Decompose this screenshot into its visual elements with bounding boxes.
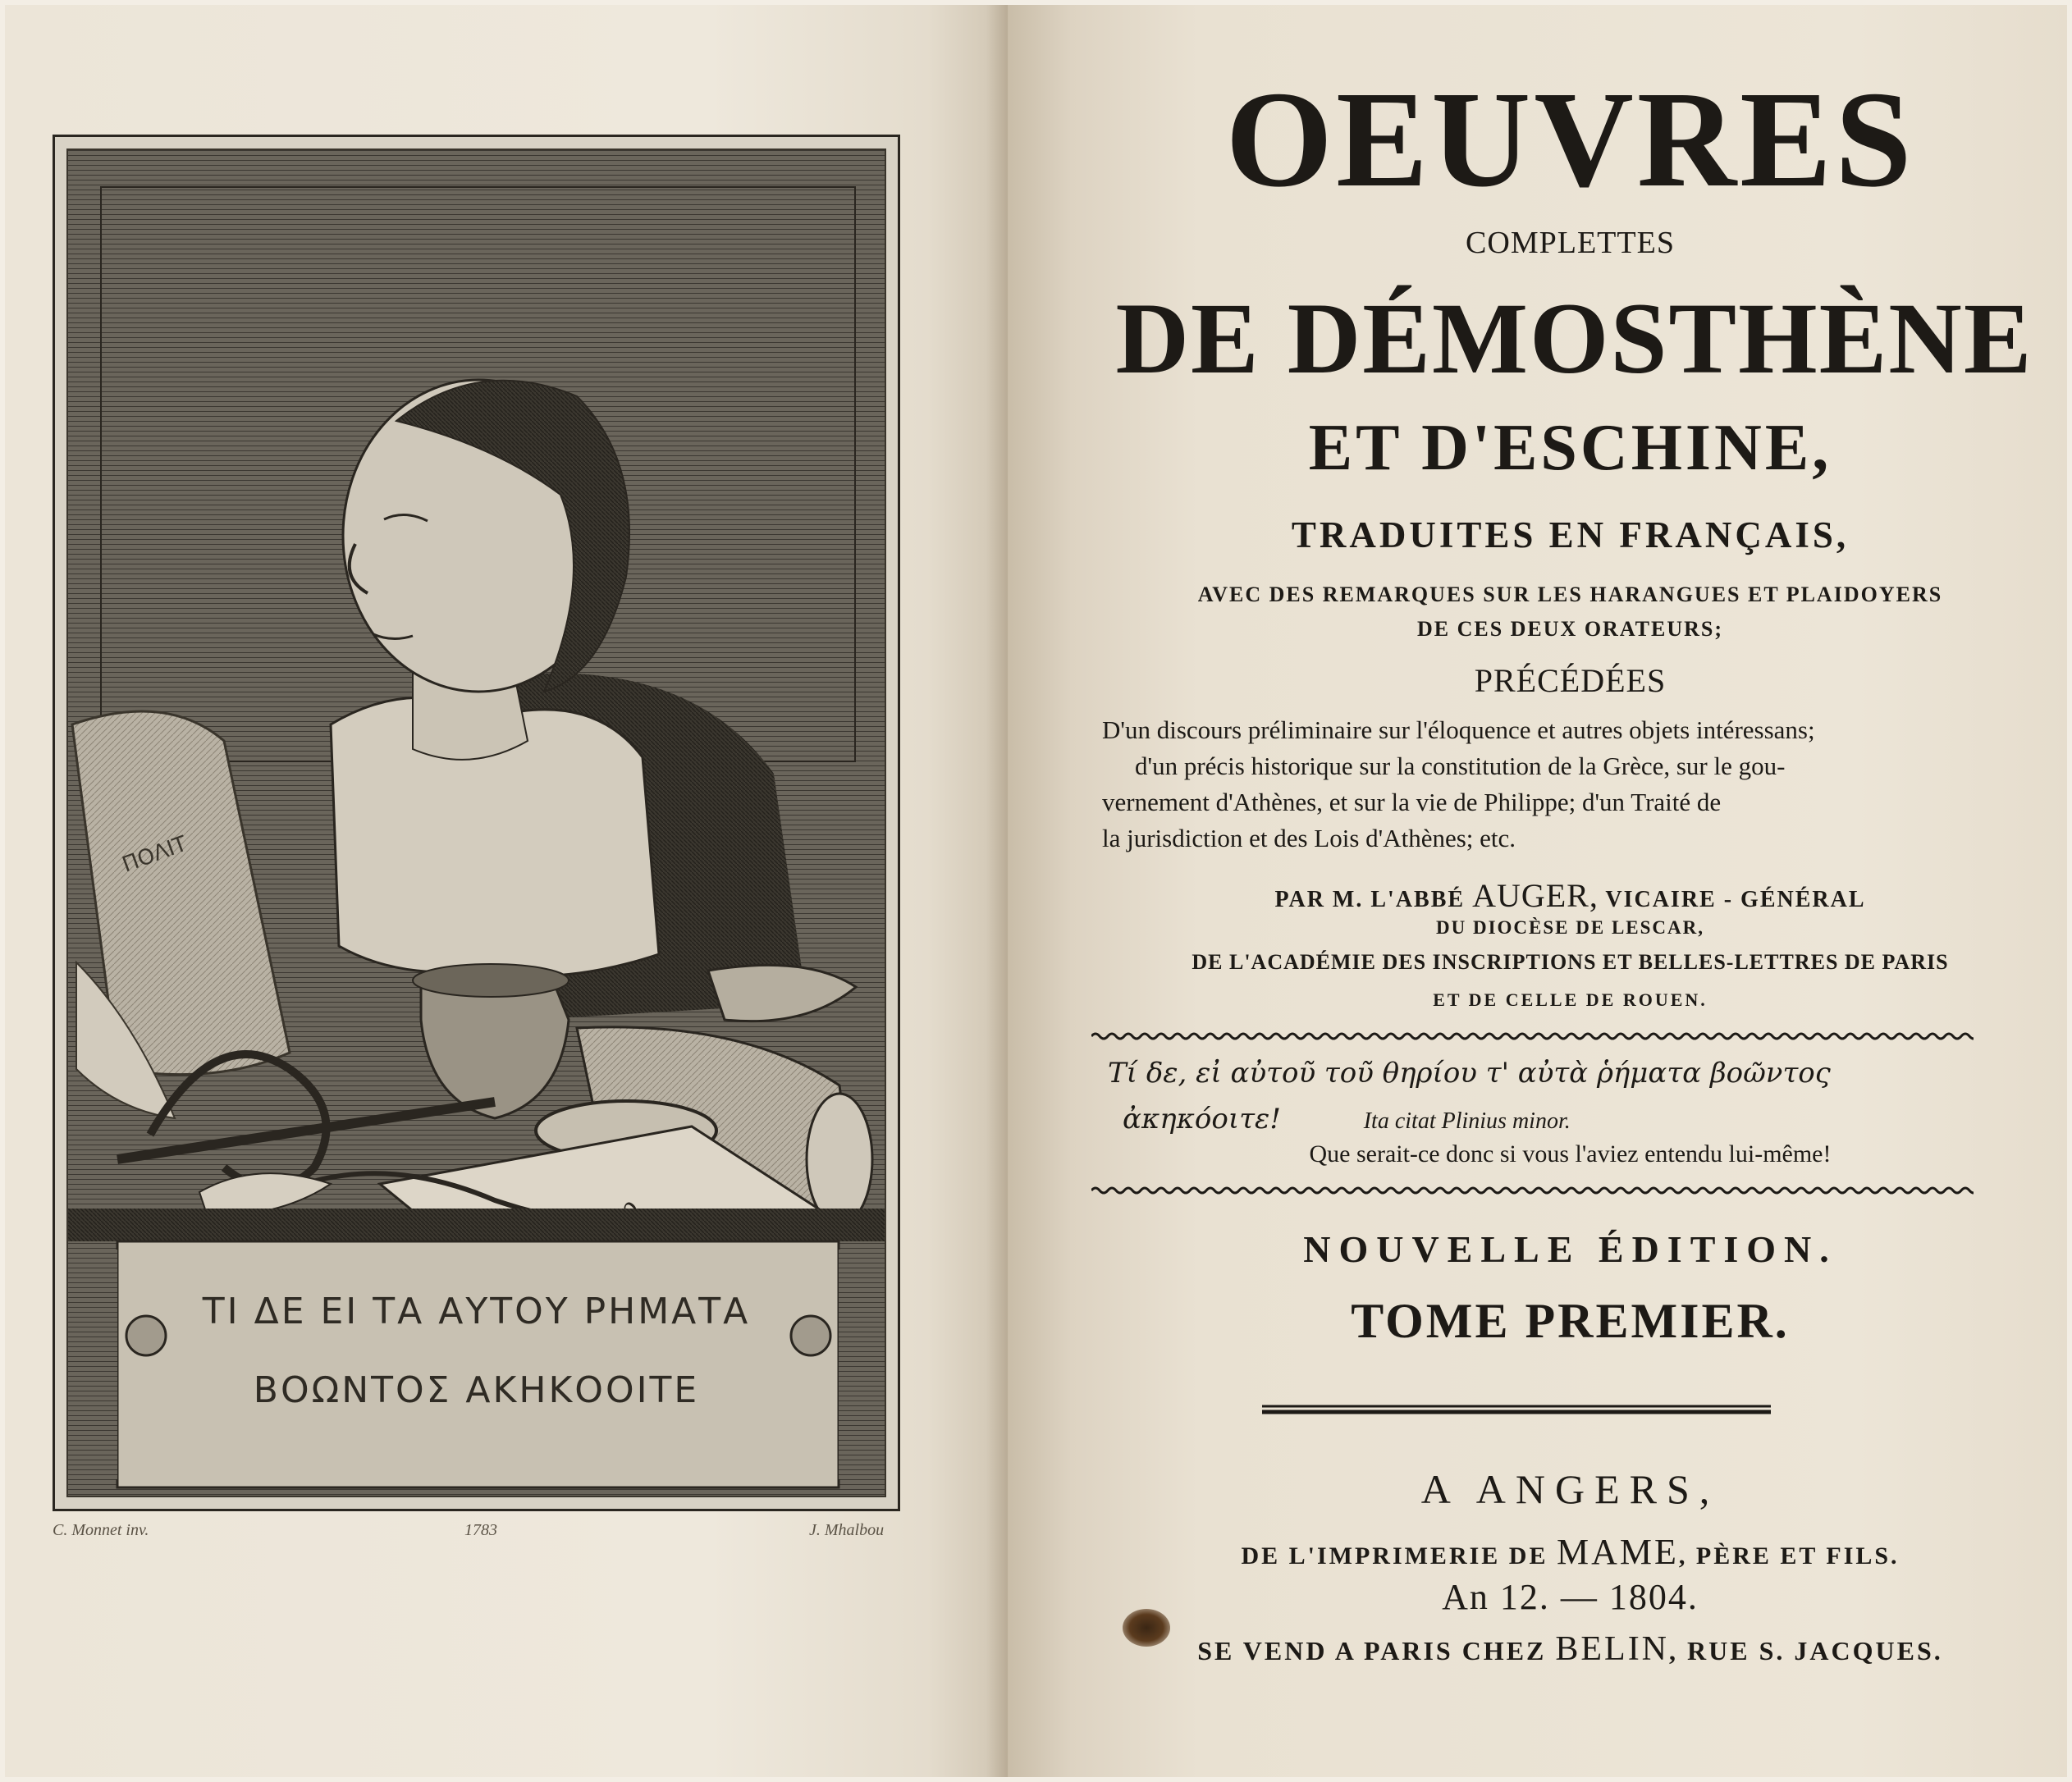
contents-line: d'un précis historique sur la constitution de la Grèce, sur le gou- — [1135, 752, 1786, 780]
title-page — [1008, 5, 2067, 1777]
engraver-credit-left: C. Monnet inv. — [53, 1521, 149, 1539]
scroll-text: ΠΟΛΙΤ — [119, 831, 190, 878]
bookseller-address: , RUE S. JACQUES. — [1669, 1636, 1943, 1665]
book-spread — [5, 5, 2067, 1777]
preceded-label: PRÉCÉDÉES — [1474, 662, 1667, 699]
author-heading-2: ET D'ESCHINE, — [1308, 412, 1832, 484]
plaque-inscription-line2: ΒΟΩΝΤΟΣ ΑΚΗΚΟΟΙΤΕ — [253, 1369, 700, 1411]
subtitle: COMPLETTES — [1466, 226, 1675, 260]
contents-paragraph — [1102, 712, 1968, 857]
diocese-line: DU DIOCÈSE DE LESCAR, — [1435, 917, 1704, 938]
ink-stain — [1123, 1609, 1170, 1647]
printer-suffix: , PÈRE ET FILS. — [1678, 1542, 1900, 1570]
contents-line: vernement d'Athènes, et sur la vie de Philippe; d'un Traité de — [1102, 788, 1722, 816]
author-title: VICAIRE - GÉNÉRAL — [1605, 887, 1866, 912]
bookseller-name: BELIN — [1555, 1630, 1670, 1668]
volume-label: TOME PREMIER. — [1351, 1294, 1790, 1348]
edition-label: NOUVELLE ÉDITION. — [1303, 1228, 1837, 1270]
translation-note: TRADUITES EN FRANÇAIS, — [1291, 514, 1850, 555]
plaque-inscription-line1: ΤΙ ΔΕ ΕΙ ΤΑ ΑΥΤΟΥ ΡΗΜΑΤΑ — [202, 1291, 751, 1332]
remarks-line-1: AVEC DES REMARQUES SUR LES HARANGUES ET PLAIDOYERS — [1197, 583, 1943, 606]
author-heading: DE DÉMOSTHÈNE — [1115, 282, 2033, 395]
epigraph-attribution: Ita citat Plinius minor. — [1363, 1108, 1571, 1134]
printer-name: MAME — [1556, 1532, 1679, 1572]
engraving-year: 1783 — [464, 1521, 497, 1539]
double-rule — [1262, 1404, 1771, 1415]
wavy-rule-top — [1091, 1030, 1974, 1042]
city-line: A ANGERS, — [1420, 1466, 1720, 1512]
frontispiece-plate — [53, 135, 900, 1511]
printer-line — [1041, 1531, 2067, 1573]
epigraph-translation: Que serait-ce donc si vous l'aviez entendu lui-même! — [1309, 1140, 1832, 1167]
bookseller-prefix: SE VEND A PARIS CHEZ — [1197, 1636, 1547, 1665]
author-credit-prefix: PAR M. L'ABBÉ — [1274, 887, 1466, 912]
printer-prefix: DE L'IMPRIMERIE DE — [1241, 1542, 1548, 1570]
author-name: AUGER, — [1472, 877, 1599, 914]
epigraph-greek-end: ἀκηκόοιτε! — [1123, 1103, 1281, 1135]
engraving — [66, 148, 886, 1497]
title-heading: OEUVRES — [1225, 63, 1915, 216]
date-line: An 12. — 1804. — [1442, 1577, 1699, 1617]
academy-line: DE L'ACADÉMIE DES INSCRIPTIONS ET BELLES-LETTRES DE PARIS — [1192, 950, 1949, 974]
remarks-line-2: DE CES DEUX ORATEURS; — [1416, 617, 1724, 641]
rouen-line: ET DE CELLE DE ROUEN. — [1433, 989, 1708, 1010]
author-credit — [1041, 876, 2067, 915]
epigraph-greek-line2 — [1123, 1103, 2009, 1135]
contents-line: la jurisdiction et des Lois d'Athènes; etc. — [1102, 824, 1516, 852]
wavy-rule-bottom — [1091, 1185, 1974, 1196]
engraver-credit-right: J. Mhalbou — [809, 1521, 885, 1539]
epigraph-greek-line1: Τί δε, εἰ αὐτοῦ τοῦ θηρίου τ' αὐτὰ ῥήματα βοῶντος — [1108, 1057, 1831, 1090]
bookseller-line — [1041, 1629, 2067, 1669]
contents-line: D'un discours préliminaire sur l'éloquence et autres objets intéressans; — [1102, 715, 1815, 744]
left-page — [5, 5, 1008, 1777]
